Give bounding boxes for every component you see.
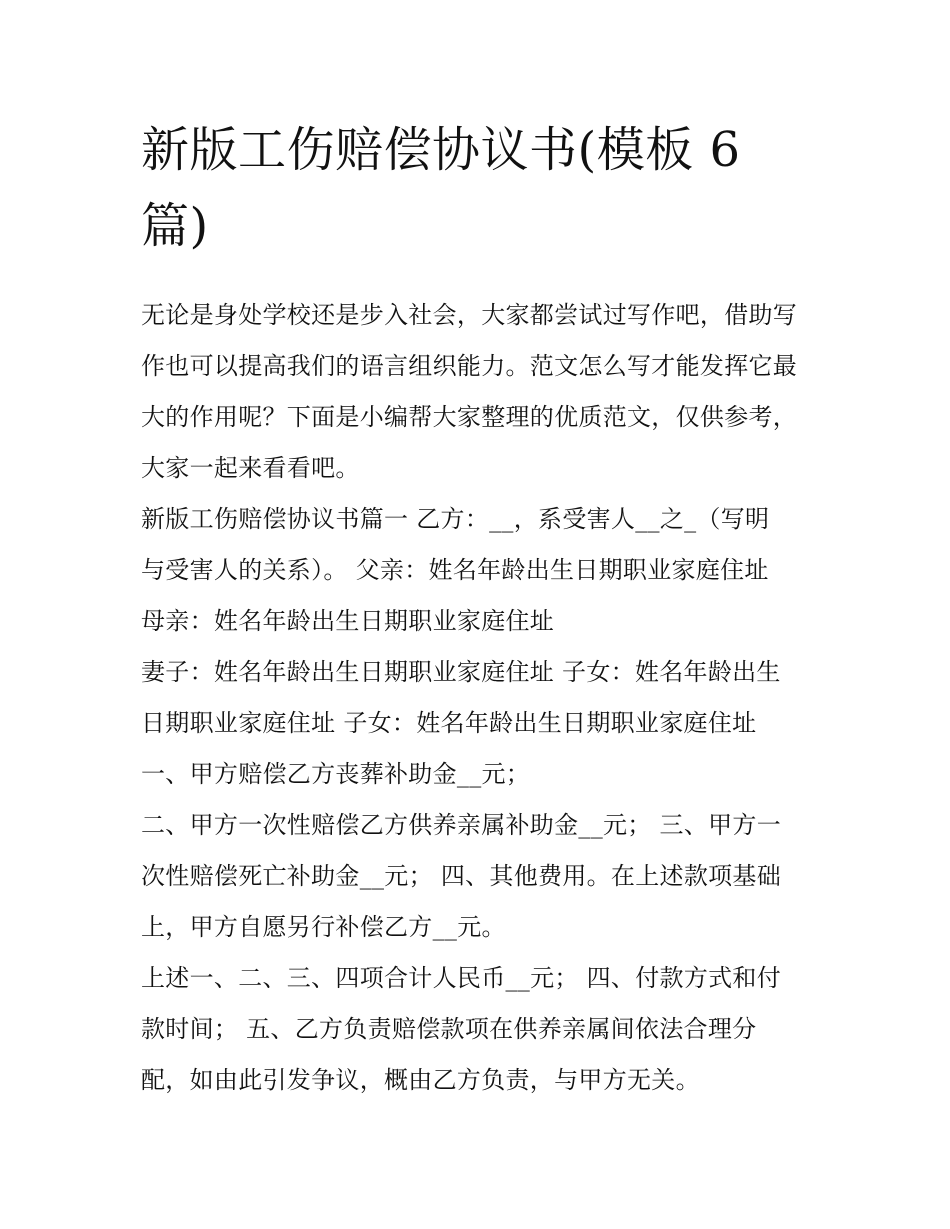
text-line: 次性赔偿死亡补助金__元； 四、其他费用。在上述款项基础: [141, 862, 782, 890]
party-b-paragraph: [141, 494, 813, 647]
text-line: 上述一、二、三、四项合计人民币__元； 四、付款方式和付: [141, 964, 782, 992]
text-line: 款时间； 五、乙方负责赔偿款项在供养亲属间依法合理分: [141, 1015, 757, 1043]
text-line: 日期职业家庭住址 子女：姓名年龄出生日期职业家庭住址: [141, 709, 757, 737]
clause-one-paragraph: [141, 749, 813, 800]
intro-paragraph: [141, 290, 813, 494]
family-paragraph: [141, 647, 813, 749]
clause-two-paragraph: [141, 800, 813, 953]
document-body: [141, 290, 813, 1106]
text-line: 大的作用呢？下面是小编帮大家整理的优质范文，仅供参考，: [141, 403, 798, 431]
text-line: 大家一起来看看吧。: [141, 454, 360, 482]
document-title: [141, 112, 813, 264]
text-line: 配，如由此引发争议，概由乙方负责，与甲方无关。: [141, 1066, 700, 1094]
total-paragraph: [141, 953, 813, 1106]
text-line: 上，甲方自愿另行补偿乙方__元。: [141, 913, 506, 941]
title-line: 新版工伤赔偿协议书(模板 6: [141, 122, 741, 178]
text-line: 妻子：姓名年龄出生日期职业家庭住址 子女：姓名年龄出生: [141, 658, 781, 686]
text-line: 母亲：姓名年龄出生日期职业家庭住址: [141, 607, 555, 635]
text-line: 新版工伤赔偿协议书篇一 乙方：__，系受害人__之_（写明: [141, 505, 770, 533]
text-line: 作也可以提高我们的语言组织能力。范文怎么写才能发挥它最: [141, 352, 798, 380]
text-line: 与受害人的关系）。 父亲：姓名年龄出生日期职业家庭住址: [141, 556, 769, 584]
document-content: [141, 112, 813, 1106]
text-line: 一、甲方赔偿乙方丧葬补助金__元；: [141, 760, 531, 788]
text-line: 无论是身处学校还是步入社会，大家都尝试过写作吧，借助写: [141, 301, 798, 329]
text-line: 二、甲方一次性赔偿乙方供养亲属补助金__元； 三、甲方一: [141, 811, 782, 839]
title-line: 篇): [141, 198, 209, 254]
